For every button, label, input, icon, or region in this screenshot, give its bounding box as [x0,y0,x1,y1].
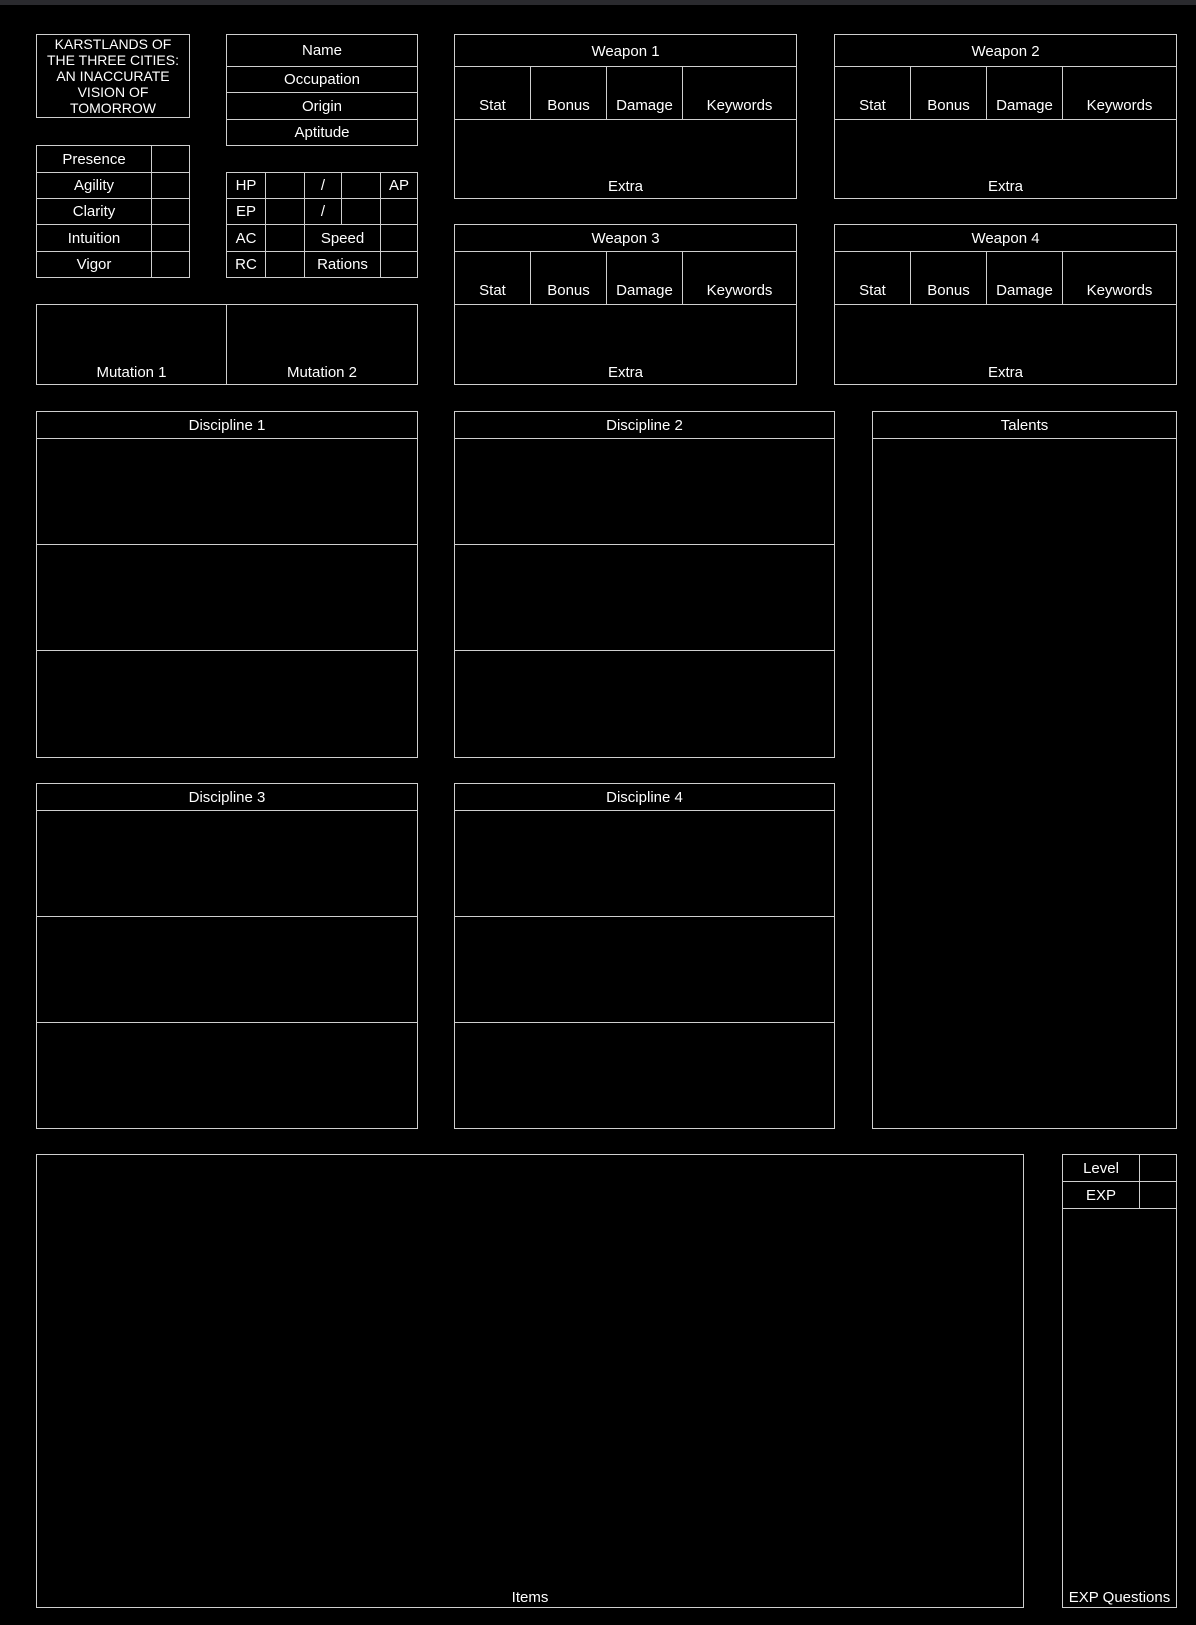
items-label: Items [511,1589,549,1606]
level-value[interactable] [1140,1155,1177,1181]
weapon-1-extra: Extra [607,178,643,195]
weapon-2-keywords: Keywords [1086,97,1153,114]
attribute-vigor-value[interactable] [151,251,190,278]
weapon-2-extra: Extra [987,178,1023,195]
attribute-intuition-value[interactable] [151,224,190,252]
weapon-3-keywords: Keywords [706,282,773,299]
exp-questions-label: EXP Questions [1068,1589,1171,1606]
aptitude-label: Aptitude [226,119,418,146]
attribute-clarity-label: Clarity [36,198,152,225]
weapon-1-stat: Stat [479,97,506,114]
speed-label: Speed [304,224,381,252]
title-line-2: THE THREE CITIES: [47,52,179,68]
attribute-intuition-label: Intuition [36,224,152,252]
ep-slash: / [304,198,342,225]
weapon-4-panel [834,224,1177,385]
mutation-1-box[interactable] [36,304,227,385]
occupation-label: Occupation [226,66,418,93]
attribute-clarity-value[interactable] [151,198,190,225]
hp-slash: / [304,172,342,199]
weapon-2-bonus: Bonus [927,97,970,114]
level-label: Level [1083,1160,1119,1177]
game-title [36,34,190,118]
discipline-1-title: Discipline 1 [188,417,266,434]
name-label: Name [226,34,418,67]
hp-current[interactable] [265,172,305,199]
speed-value[interactable] [380,224,418,252]
ep-max[interactable] [341,198,381,225]
weapon-4-title: Weapon 4 [971,230,1040,247]
ep-current[interactable] [265,198,305,225]
title-line-1: KARSTLANDS OF [54,36,172,52]
weapon-4-bonus: Bonus [927,282,970,299]
talents-panel[interactable] [872,411,1177,1129]
discipline-2-title: Discipline 2 [606,417,683,434]
weapon-1-title: Weapon 1 [591,43,660,60]
talents-title: Talents [1000,417,1049,434]
weapon-2-panel [834,34,1177,199]
exp-value[interactable] [1140,1182,1177,1208]
weapon-1-bonus: Bonus [547,97,590,114]
discipline-3-panel [36,783,418,1129]
top-ruler [0,0,1196,5]
hp-max[interactable] [341,172,381,199]
rc-label: RC [226,251,266,278]
ac-value[interactable] [265,224,305,252]
attribute-presence-value[interactable] [151,145,190,173]
weapon-1-keywords: Keywords [706,97,773,114]
attribute-presence-label: Presence [36,145,152,173]
attribute-agility-value[interactable] [151,172,190,199]
ac-label: AC [226,224,266,252]
weapon-4-damage: Damage [996,282,1053,299]
title-line-4: VISION OF [77,84,149,100]
exp-label: EXP [1085,1187,1116,1204]
mutation-2-box[interactable] [226,304,418,385]
rations-value[interactable] [380,251,418,278]
hp-label: HP [226,172,266,199]
weapon-2-title: Weapon 2 [971,43,1040,60]
weapon-3-bonus: Bonus [547,282,590,299]
weapon-1-damage: Damage [616,97,673,114]
weapon-3-panel [454,224,797,385]
discipline-1-panel [36,411,418,758]
weapon-3-damage: Damage [616,282,673,299]
weapon-3-stat: Stat [479,282,506,299]
discipline-3-title: Discipline 3 [188,789,266,806]
mutation-1-label: Mutation 1 [96,364,167,381]
ap-value[interactable] [380,198,418,225]
mutation-2-label: Mutation 2 [286,364,358,381]
rations-label: Rations [304,251,381,278]
attribute-agility-label: Agility [36,172,152,199]
attribute-vigor-label: Vigor [36,251,152,278]
progress-panel [1062,1154,1177,1608]
ap-label: AP [380,172,418,199]
weapon-4-keywords: Keywords [1086,282,1153,299]
rc-value[interactable] [265,251,305,278]
weapon-3-extra: Extra [607,364,643,381]
items-panel[interactable] [36,1154,1024,1608]
title-line-3: AN INACCURATE [56,68,170,84]
weapon-4-stat: Stat [859,282,886,299]
weapon-2-stat: Stat [859,97,886,114]
weapon-3-title: Weapon 3 [591,230,660,247]
weapon-1-panel [454,34,797,199]
discipline-4-panel [454,783,835,1129]
discipline-2-panel [454,411,835,758]
weapon-4-extra: Extra [987,364,1023,381]
title-line-5: TOMORROW [69,100,157,116]
discipline-4-title: Discipline 4 [606,789,683,806]
ep-label: EP [226,198,266,225]
weapon-2-damage: Damage [996,97,1053,114]
origin-label: Origin [226,92,418,120]
